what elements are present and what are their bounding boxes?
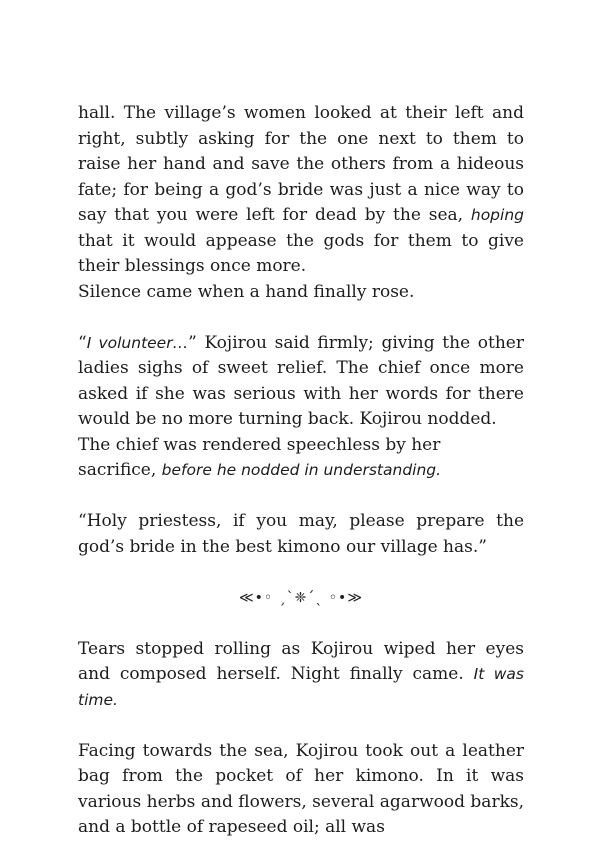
paragraph-text: The chief was rendered speechless by her sacrifice, [78, 434, 441, 480]
paragraph-night-came [78, 637, 524, 714]
emphasis-text: It was time. [78, 665, 524, 709]
paragraph-text: Tears stopped rolling as Kojirou wiped her eyes and composed herself. Night finally came. [78, 638, 524, 684]
story-page [78, 101, 524, 841]
quote-mark: “ [78, 332, 87, 353]
paragraph-priestess-dialogue: “Holy priestess, if you may, please prepare the god’s bride in the best kimono our village has.” [78, 511, 524, 557]
paragraph-silence: Silence came when a hand finally rose. [78, 281, 415, 302]
scene-break-ornament: ≪•◦ ˏˋ❈ˊˎ ◦•≫ [239, 589, 363, 606]
paragraph-text: hall. The village’s women looked at their left and right, subtly asking for the one next to them to raise her hand and save the others from a hideous fate; for being a god’s bride was just a nice way to say that you were left for dead by the sea, [78, 103, 524, 225]
emphasis-text: before he nodded in understanding. [161, 461, 442, 479]
paragraph-chief-speechless [78, 433, 524, 484]
paragraph-leather-bag: Facing towards the sea, Kojirou took out a leather bag from the pocket of her kimono. In it was various herbs and flowers, several agarwood barks, and a bottle of rapeseed oil; all was [78, 740, 524, 837]
paragraph-text: that it would appease the gods for them to give their blessings once more. [78, 230, 524, 276]
dialogue-quote: I volunteer… [86, 333, 189, 352]
paragraph-text: ” Kojirou said firmly; giving the other ladies sighs of sweet relief. The chief once more asked if she was serious with her words for there would be no more turning back. Kojirou nodded. [78, 332, 524, 429]
paragraph-gap [78, 611, 524, 637]
paragraph-gap [78, 560, 524, 586]
paragraph-volunteer-call [78, 101, 524, 280]
paragraph-gap [78, 305, 524, 331]
emphasis-text: hoping [470, 206, 524, 224]
paragraph-gap [78, 713, 524, 739]
paragraph-gap [78, 484, 524, 510]
paragraph-kojirou-volunteers [78, 331, 524, 433]
